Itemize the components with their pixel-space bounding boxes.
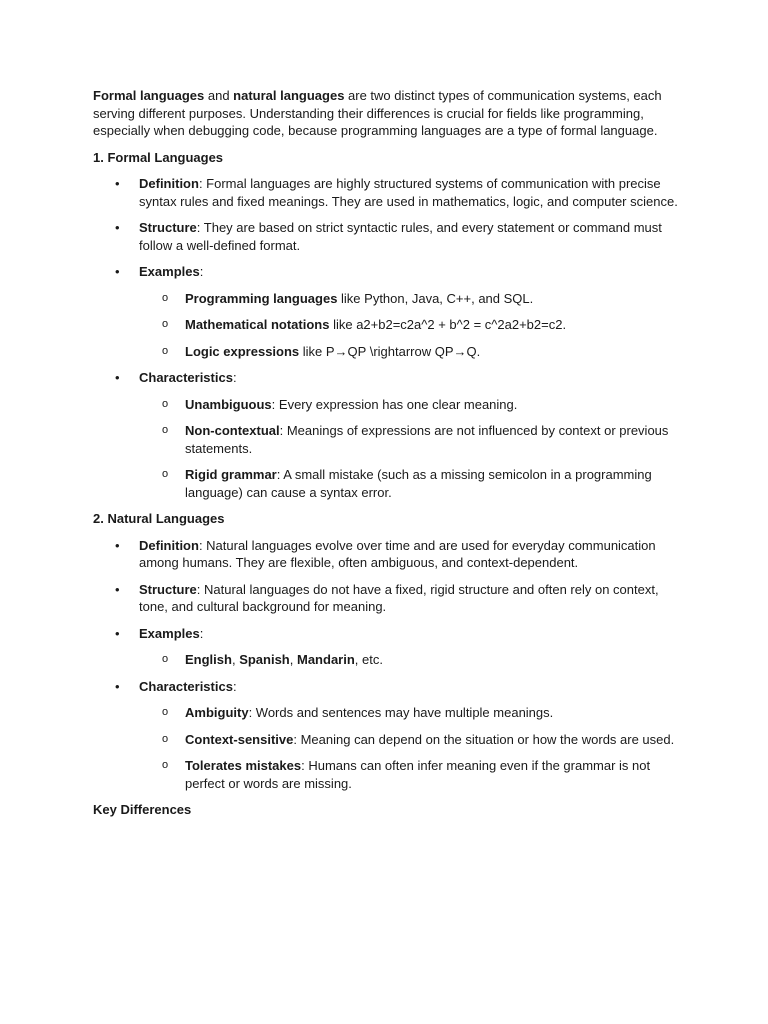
subitem-label: Ambiguity <box>185 705 249 720</box>
subitem-label: Non-contextual <box>185 423 280 438</box>
natural-examples-sublist <box>139 651 683 669</box>
formal-languages-list <box>93 175 683 501</box>
list-item <box>139 422 683 457</box>
subitem-text: : Meaning can depend on the situation or how the words are used. <box>293 731 675 747</box>
item-text: : Natural languages evolve over time and are used for everyday communication among humans. They are flexible, often ambiguous, and context-dependent. <box>139 537 656 570</box>
item-suffix: : <box>232 370 237 385</box>
subitem-label: Programming languages <box>185 290 338 306</box>
language-spanish: Spanish <box>239 652 290 667</box>
item-label: Characteristics <box>139 678 233 694</box>
natural-definition-item <box>93 537 683 572</box>
natural-languages-list <box>93 537 683 793</box>
term-natural-languages: natural languages <box>233 88 345 103</box>
item-label: Characteristics <box>139 370 233 385</box>
list-item <box>139 466 683 501</box>
formal-examples-item <box>93 263 683 360</box>
list-item <box>139 290 683 308</box>
subitem-text: : Humans can often infer meaning even if the grammar is not perfect or words are missing. <box>185 758 651 791</box>
subitem-label: Mathematical notations <box>185 317 330 332</box>
item-suffix: : <box>199 625 204 641</box>
formal-examples-sublist <box>139 290 683 361</box>
subitem-text: : Words and sentences may have multiple meanings. <box>248 705 554 720</box>
item-text: : Formal languages are highly structured systems of communication with precise syntax rules and fixed meanings. They are used in mathematics, logic, and computer science. <box>139 176 678 209</box>
intro-text: are two distinct types of communication systems, each serving different purposes. Understanding their differences is crucial for fields like programming, especially when debugging code, because programming languages are a type of formal language. <box>93 88 662 138</box>
subitem-text: like P→QP \rightarrow QP→Q. <box>299 343 481 359</box>
natural-characteristics-sublist <box>139 704 683 792</box>
list-item <box>139 757 683 792</box>
language-english: English <box>185 652 232 667</box>
natural-characteristics-item <box>93 678 683 793</box>
item-suffix: : <box>232 678 237 694</box>
list-item <box>139 704 683 722</box>
formal-structure-item <box>93 219 683 254</box>
natural-examples-item <box>93 625 683 669</box>
natural-structure-item <box>93 581 683 616</box>
item-text: : Natural languages do not have a fixed, rigid structure and often rely on context, tone, and cultural background for meaning. <box>139 581 659 614</box>
language-mandarin: Mandarin <box>297 652 355 667</box>
list-item <box>139 731 683 749</box>
subitem-text: like Python, Java, C++, and SQL. <box>337 290 534 306</box>
list-item <box>139 316 683 334</box>
intro-paragraph <box>93 87 683 140</box>
subitem-label: Logic expressions <box>185 343 300 359</box>
list-item <box>139 396 683 414</box>
heading-formal-languages: 1. Formal Languages <box>93 149 224 165</box>
item-label: Structure <box>139 581 197 597</box>
formal-characteristics-item <box>93 369 683 501</box>
formal-definition-item <box>93 175 683 210</box>
formal-characteristics-sublist <box>139 396 683 502</box>
heading-natural-languages: 2. Natural Languages <box>93 511 225 526</box>
subitem-label: Rigid grammar <box>185 467 277 482</box>
subitem-label: Unambiguous <box>185 396 272 412</box>
subitem-text: like a2+b2=c2a^2 + b^2 = c^2a2+b2=c2. <box>329 317 567 332</box>
item-text: : They are based on strict syntactic rules, and every statement or command must follow a well-defined format. <box>139 220 662 253</box>
subitem-text: : Every expression has one clear meaning. <box>271 396 518 412</box>
separator: , <box>289 652 297 667</box>
subitem-text: , etc. <box>354 652 383 667</box>
list-item <box>139 651 683 669</box>
document-body <box>93 87 683 828</box>
subitem-label: Context-sensitive <box>185 731 294 747</box>
heading-key-differences: Key Differences <box>93 802 192 817</box>
subitem-text: : A small mistake (such as a missing semicolon in a programming language) can cause a syntax error. <box>185 467 652 500</box>
item-label: Structure <box>139 220 197 235</box>
subitem-label: Tolerates mistakes <box>185 758 302 773</box>
item-suffix: : <box>199 264 204 279</box>
separator: , <box>231 652 240 667</box>
term-formal-languages: Formal languages <box>93 88 205 103</box>
intro-connector: and <box>204 88 234 103</box>
item-label: Definition <box>139 176 199 191</box>
subitem-text: : Meanings of expressions are not influenced by context or previous statements. <box>185 423 669 456</box>
list-item <box>139 343 683 361</box>
item-label: Examples <box>139 264 200 279</box>
item-label: Definition <box>139 537 199 553</box>
item-label: Examples <box>139 625 200 641</box>
